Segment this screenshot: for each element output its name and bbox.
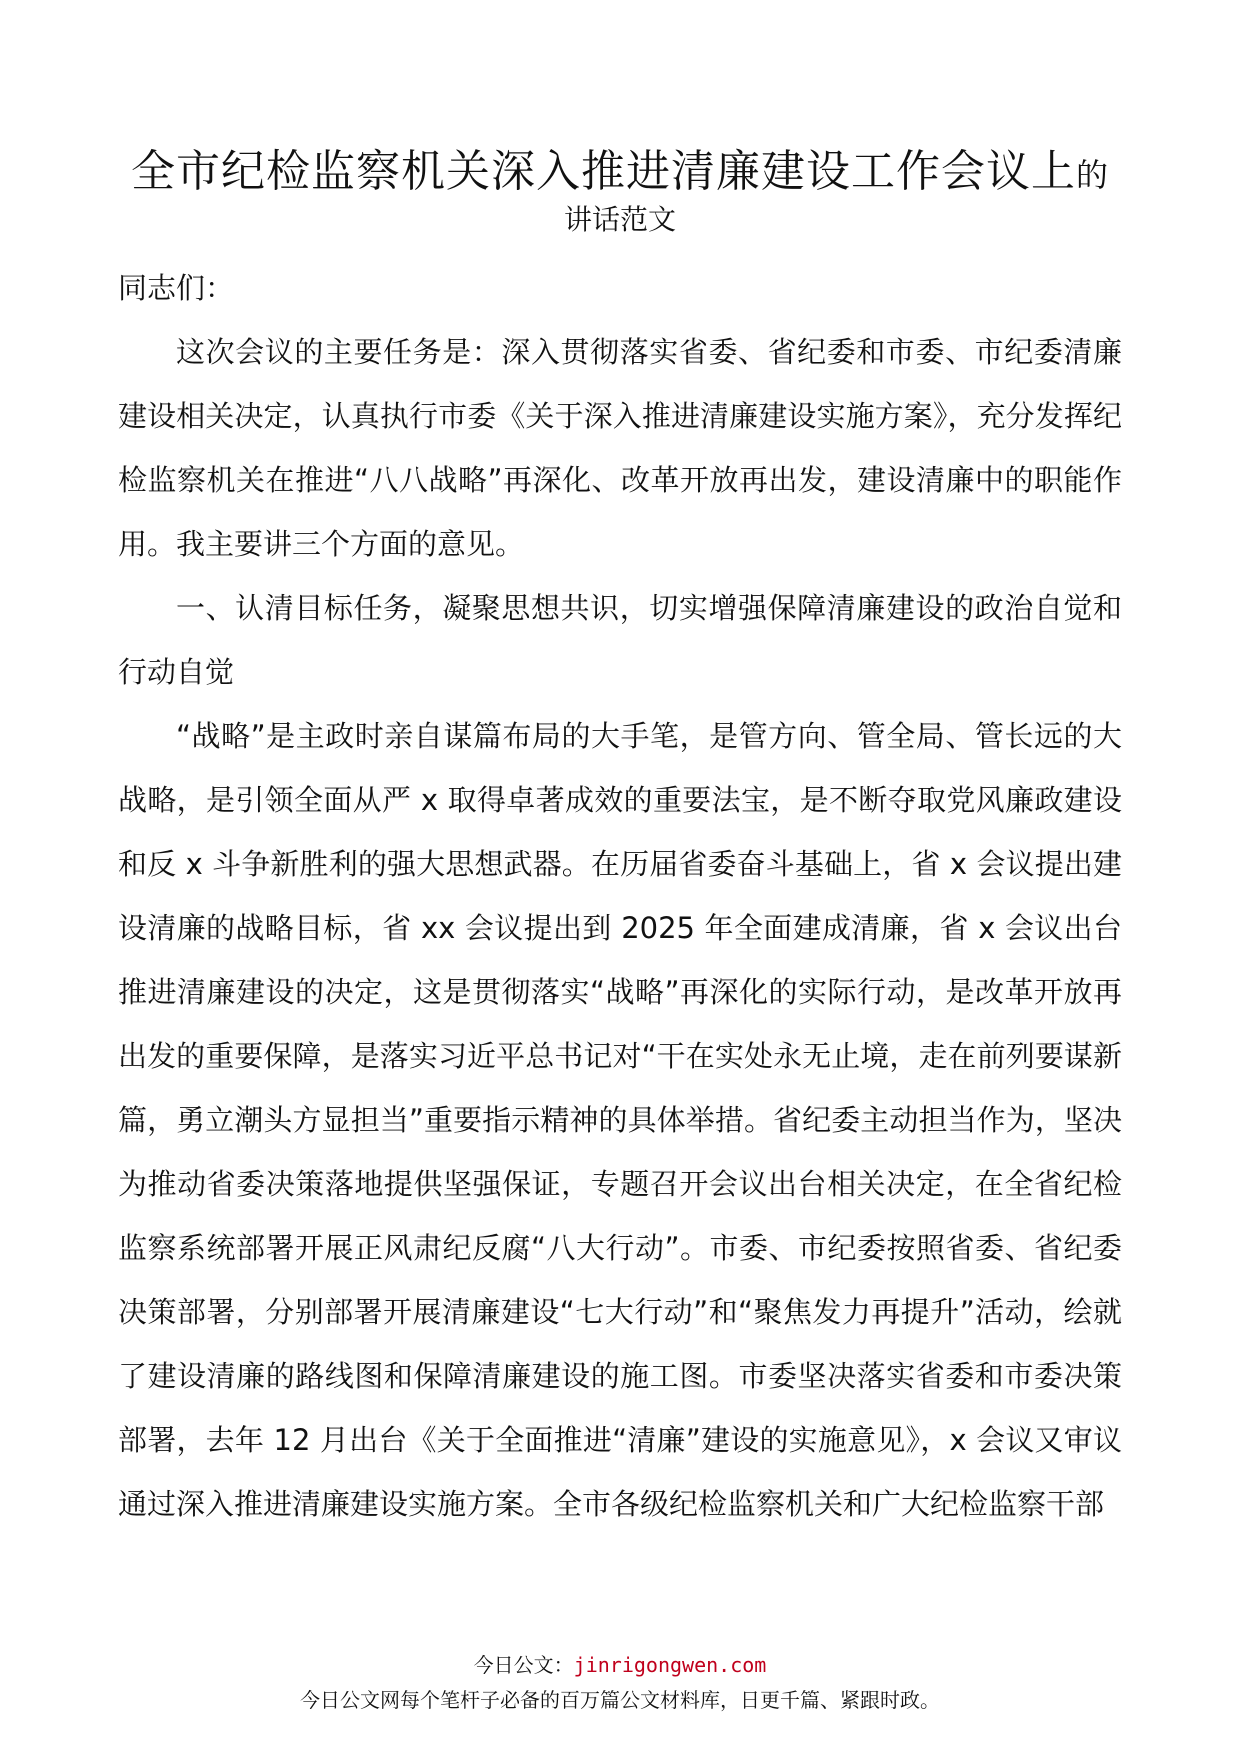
footer-source [0, 1650, 1240, 1680]
document-title-tail: 的 [1075, 156, 1109, 194]
document-title-main: 全市纪检监察机关深入推进清廉建设工作会议上 [130, 146, 1076, 197]
salutation: 同志们： [118, 271, 235, 305]
document-subtitle: 讲话范文 [563, 203, 676, 236]
page-footer [0, 1650, 1240, 1716]
document-body [118, 256, 1122, 1536]
document-title [0, 146, 1240, 201]
paragraph-strategy: “战略”是主政时亲自谋篇布局的大手笔，是管方向、管全局、管长远的大战略，是引领全面从严 x 取得卓著成效的重要法宝，是不断夺取党风廉政建设和反 x 斗争新胜利的强大思想武器。在历届省委奋斗基础上，省 x 会议提出建设清廉的战略目标，省 xx 会议提出到 2025 年全面建成清廉，省 x 会议出台推进清廉建设的决定，这是贯彻落实“战略”再深化的实际行动，是改革开放再出发的重要保障，是落实习近平总书记对“干在实处永无止境，走在前列要谋新篇，勇立潮头方显担当”重要指示精神的具体举措。省纪委主动担当作为，坚决为推动省委决策落地提供坚强保证，专题召开会议出台相关决定，在全省纪检监察系统部署开展正风肃纪反腐“八大行动”。市委、市纪委按照省委、省纪委决策部署，分别部署开展清廉建设“七大行动”和“聚焦发力再提升”活动，绘就了建设清廉的路线图和保障清廉建设的施工图。市委坚决落实省委和市委决策部署，去年 12 月出台《关于全面推进“清廉”建设的实施意见》，x 会议又审议通过深入推进清廉建设实施方案。全市各级纪检监察机关和广大纪检监察干部 [118, 719, 1122, 1521]
paragraph-intro: 这次会议的主要任务是：深入贯彻落实省委、省纪委和市委、市纪委清廉建设相关决定，认真执行市委《关于深入推进清廉建设实施方案》，充分发挥纪检监察机关在推进“八八战略”再深化、改革开放再出发，建设清廉中的职能作用。我主要讲三个方面的意见。 [118, 335, 1122, 561]
footer-tagline: 今日公文网每个笔杆子必备的百万篇公文材料库，日更千篇、紧跟时政。 [300, 1688, 940, 1712]
footer-label: 今日公文： [473, 1653, 574, 1677]
section-heading-1: 一、认清目标任务，凝聚思想共识，切实增强保障清廉建设的政治自觉和行动自觉 [118, 591, 1122, 689]
footer-url-link[interactable]: jinrigongwen.com [573, 1653, 767, 1677]
